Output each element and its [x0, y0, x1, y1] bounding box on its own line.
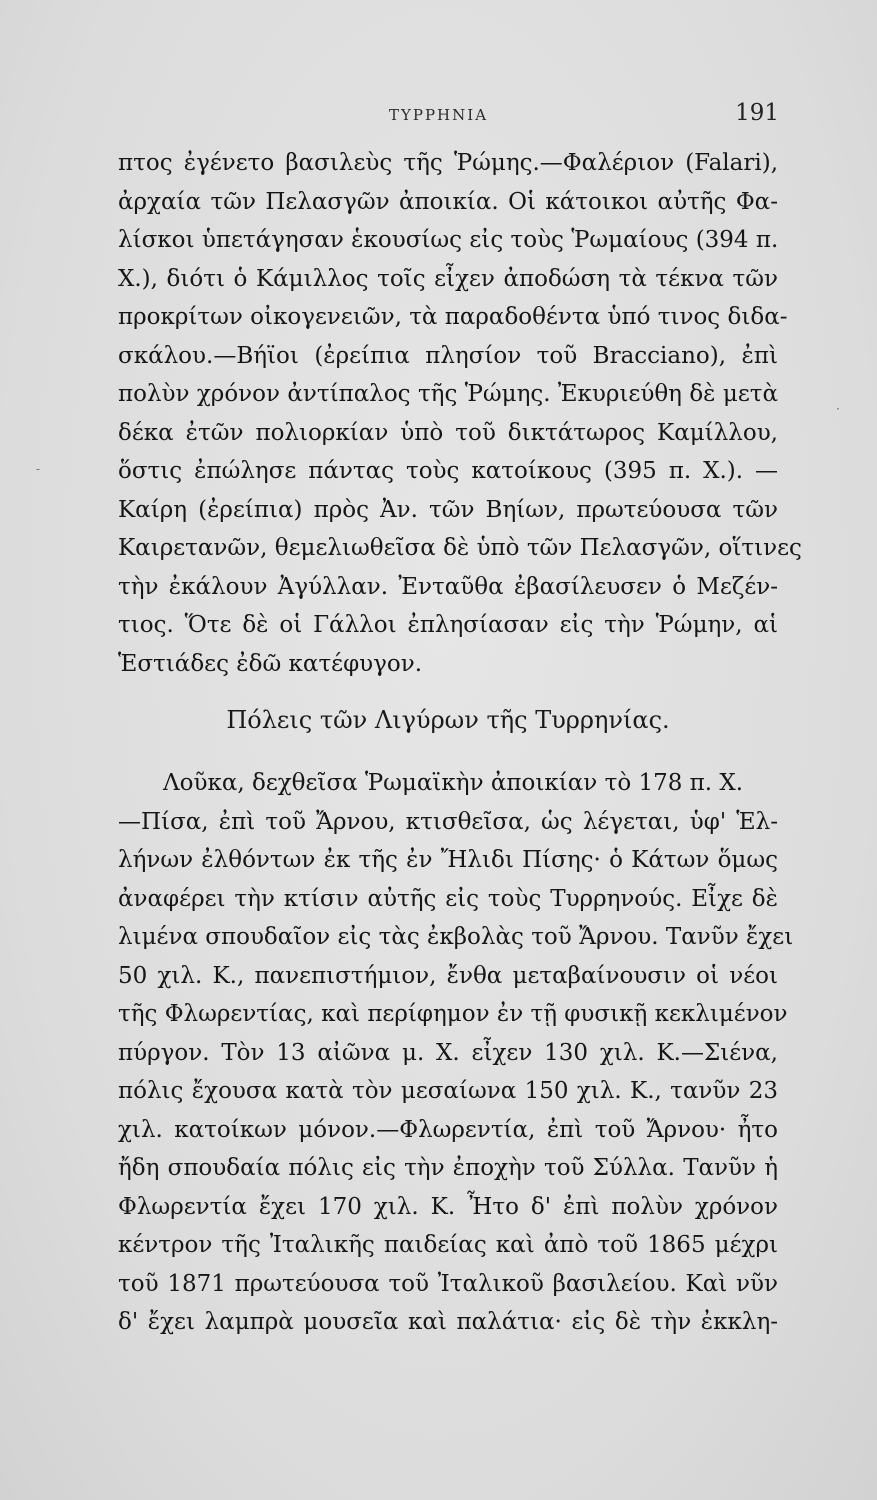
text-line: Καιρετανῶν, θεμελιωθεῖσα δὲ ὑπὸ τῶν Πελασγῶν, οἵτινες: [118, 535, 802, 561]
text-line: πόλις ἔχουσα κατὰ τὸν μεσαίωνα 150 χιλ. Κ., τανῦν 23: [118, 1078, 778, 1104]
text-line: λίσκοι ὑπετάγησαν ἑκουσίως εἰς τοὺς Ῥωμαίους (394 π.: [118, 227, 779, 253]
text-line: τῆς Φλωρεντίας, καὶ περίφημον ἐν τῇ φυσικῇ κεκλιμένον: [118, 1001, 788, 1027]
text-line: τιος. Ὅτε δὲ οἱ Γάλλοι ἐπλησίασαν εἰς τὴν Ῥώμην, αἱ: [118, 612, 778, 638]
text-line: Λοῦκα, δεχθεῖσα Ῥωμαϊκὴν ἀποικίαν τὸ 178 π. Χ.: [163, 770, 744, 796]
page-number: 191: [735, 100, 779, 126]
text-line: λιμένα σπουδαῖον εἰς τὰς ἐκβολὰς τοῦ Ἄρνου. Τανῦν ἔχει: [118, 924, 794, 950]
text-line: ἀναφέρει τὴν κτίσιν αὐτῆς εἰς τοὺς Τυρρηνούς. Εἶχε δὲ: [118, 885, 778, 912]
text-line: προκρίτων οἰκογενειῶν, τὰ παραδοθέντα ὑπό τινος διδα-: [118, 304, 788, 330]
text-line: σκάλου.—Βήϊοι (ἐρείπια πλησίον τοῦ Bracciano), ἐπὶ: [118, 342, 778, 369]
text-line: Καίρη (ἐρείπια) πρὸς Ἀν. τῶν Βηίων, πρωτεύουσα τῶν: [118, 496, 778, 523]
scan-speck: -: [36, 462, 41, 476]
text-line: πτος ἐγένετο βασιλεὺς τῆς Ῥώμης.—Φαλέριον (Falari),: [118, 150, 778, 176]
text-line: δ' ἔχει λαμπρὰ μουσεῖα καὶ παλάτια· εἰς δὲ τὴν ἐκκλη-: [118, 1309, 778, 1335]
text-line: ὅστις ἐπώλησε πάντας τοὺς κατοίκους (395 π. Χ.). —: [118, 458, 778, 484]
scan-speck: ·: [836, 402, 840, 416]
text-line: 50 χιλ. Κ., πανεπιστήμιον, ἔνθα μεταβαίνουσιν οἱ νέοι: [118, 962, 778, 989]
text-line: χιλ. κατοίκων μόνον.—Φλωρεντία, ἐπὶ τοῦ Ἄρνου· ἦτο: [118, 1116, 778, 1143]
text-line: Φλωρεντία ἔχει 170 χιλ. Κ. Ἦτο δ' ἐπὶ πολὺν χρόνον: [118, 1193, 778, 1220]
text-line: λήνων ἐλθόντων ἐκ τῆς ἐν Ἤλιδι Πίσης· ὁ Κάτων ὅμως: [118, 847, 778, 873]
running-header-title: ΤΥΡΡΗΝΙΑ: [388, 106, 489, 124]
text-line: ἤδη σπουδαία πόλις εἰς τὴν ἐποχὴν τοῦ Σύλλα. Τανῦν ἡ: [118, 1155, 778, 1181]
text-line: Χ.), διότι ὁ Κάμιλλος τοῖς εἶχεν ἀποδώση τὰ τέκνα τῶν: [118, 265, 778, 292]
text-line: ἀρχαία τῶν Πελασγῶν ἀποικία. Οἱ κάτοικοι αὐτῆς Φα-: [118, 188, 778, 215]
text-line: τὴν ἐκάλουν Ἀγύλλαν. Ἐνταῦθα ἐβασίλευσεν ὁ Μεζέν-: [118, 573, 778, 600]
text-line: Ἑστιάδες ἐδῶ κατέφυγον.: [118, 650, 423, 677]
text-line: δέκα ἐτῶν πολιορκίαν ὑπὸ τοῦ δικτάτωρος Καμίλλου,: [118, 419, 778, 446]
text-line: —Πίσα, ἐπὶ τοῦ Ἄρνου, κτισθεῖσα, ὡς λέγεται, ὑφ' Ἑλ-: [118, 808, 778, 835]
text-line: πολὺν χρόνον ἀντίπαλος τῆς Ῥώμης. Ἐκυριεύθη δὲ μετὰ: [118, 381, 778, 407]
text-line: τοῦ 1871 πρωτεύουσα τοῦ Ἰταλικοῦ βασιλείου. Καὶ νῦν: [118, 1270, 778, 1297]
paragraph-ligurian-cities: [118, 764, 794, 1342]
paragraph-etruria-cities: [118, 144, 802, 683]
section-heading: Πόλεις τῶν Λιγύρων τῆς Τυρρηνίας.: [226, 706, 670, 734]
text-line: κέντρον τῆς Ἰταλικῆς παιδείας καὶ ἀπὸ τοῦ 1865 μέχρι: [118, 1232, 778, 1258]
text-line: πύργον. Τὸν 13 αἰῶνα μ. Χ. εἶχεν 130 χιλ. Κ.—Σιένα,: [118, 1039, 778, 1066]
